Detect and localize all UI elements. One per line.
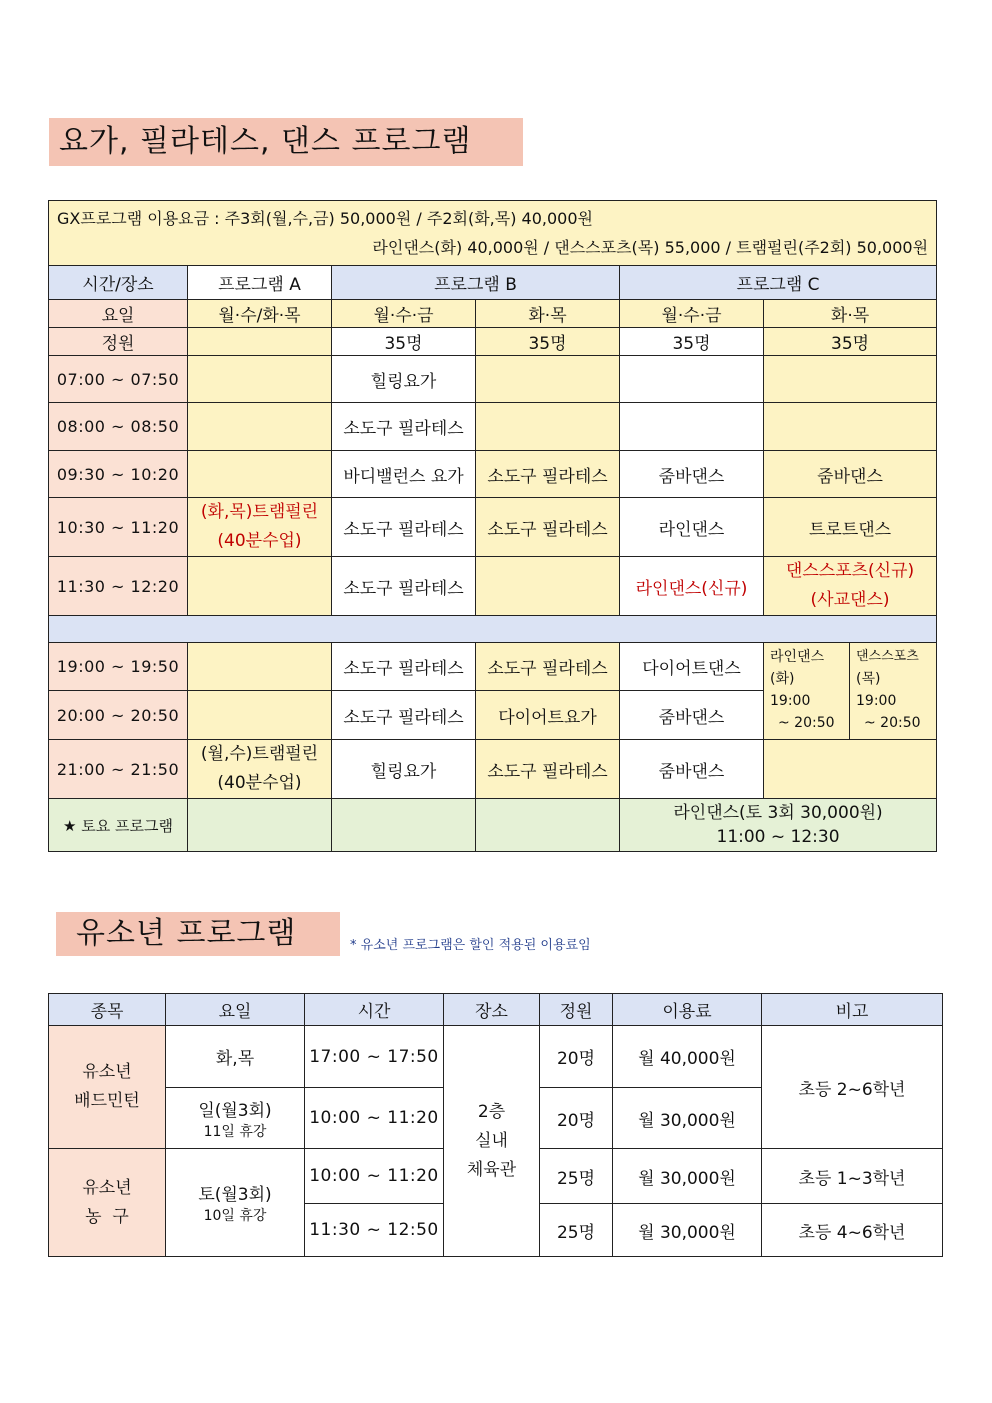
cell-1130-a bbox=[188, 557, 332, 616]
bd-time-1: 17:00 ~ 17:50 bbox=[305, 1026, 444, 1088]
cell-line-dance-tue bbox=[764, 643, 850, 740]
bk-note-2: 초등 4~6학년 bbox=[762, 1204, 943, 1257]
cell-2100-a bbox=[188, 740, 332, 799]
day-b-mwf: 월·수·금 bbox=[332, 300, 476, 328]
youth-header-capacity: 정원 bbox=[540, 994, 613, 1026]
cell-2100-b1: 힐링요가 bbox=[332, 740, 476, 799]
header-program-c: 프로그램 C bbox=[620, 266, 937, 300]
trampoline-mw-label: (월,수)트램펄린 bbox=[200, 744, 319, 764]
day-label: 요일 bbox=[49, 300, 188, 328]
section-title-gx: 요가, 필라테스, 댄스 프로그램 bbox=[49, 118, 523, 166]
line-dance-start: 19:00 bbox=[770, 693, 811, 709]
cell-2000-b2: 다이어트요가 bbox=[476, 691, 620, 740]
cell-2100-c2 bbox=[764, 740, 937, 799]
place-gym: 체육관 bbox=[466, 1159, 517, 1180]
cell-0930-c1: 줌바댄스 bbox=[620, 451, 764, 498]
cell-sat-b2 bbox=[476, 799, 620, 852]
header-program-b: 프로그램 B bbox=[332, 266, 620, 300]
youth-program-table bbox=[48, 993, 943, 1257]
day-a: 월·수/화·목 bbox=[188, 300, 332, 328]
sat-line-dance: 라인댄스(토 3회 30,000원) bbox=[673, 803, 883, 823]
day-c-mwf: 월·수·금 bbox=[620, 300, 764, 328]
cell-1900-a bbox=[188, 643, 332, 691]
badminton-label-2: 배드민턴 bbox=[74, 1091, 140, 1111]
cell-sat-b1 bbox=[332, 799, 476, 852]
youth-header-note: 비고 bbox=[762, 994, 943, 1026]
cell-1030-a bbox=[188, 498, 332, 557]
trampoline-mw-duration: (40분수업) bbox=[217, 773, 302, 793]
cell-2000-b1: 소도구 필라테스 bbox=[332, 691, 476, 740]
cell-0800-c1 bbox=[620, 403, 764, 451]
bk-note-1: 초등 1~3학년 bbox=[762, 1149, 943, 1204]
cell-1030-b1: 소도구 필라테스 bbox=[332, 498, 476, 557]
time-1130: 11:30 ~ 12:20 bbox=[49, 557, 188, 616]
badminton-label-1: 유소년 bbox=[82, 1062, 132, 1082]
cell-0700-c1 bbox=[620, 356, 764, 403]
bd-fee-2: 월 30,000원 bbox=[613, 1088, 762, 1149]
header-time-place: 시간/장소 bbox=[49, 266, 188, 300]
dance-sport-end: ~ 20:50 bbox=[864, 715, 921, 731]
cell-dance-sport-thu bbox=[850, 643, 937, 740]
trampoline-tt-duration: (40분수업) bbox=[217, 531, 302, 551]
bk-day-sub: 10일 휴강 bbox=[203, 1208, 267, 1224]
capacity-c1: 35명 bbox=[620, 328, 764, 356]
bd-day-2-sub: 11일 휴강 bbox=[203, 1123, 267, 1140]
cell-1900-b1: 소도구 필라테스 bbox=[332, 643, 476, 691]
cell-2000-a bbox=[188, 691, 332, 740]
dance-sport-new: 댄스스포츠(신규) bbox=[785, 561, 915, 581]
sat-line-dance-time: 11:00 ~ 12:30 bbox=[716, 827, 840, 847]
day-c-tt: 화·목 bbox=[764, 300, 937, 328]
cell-0800-b1: 소도구 필라테스 bbox=[332, 403, 476, 451]
youth-badminton bbox=[49, 1026, 166, 1149]
bk-fee-1: 월 30,000원 bbox=[613, 1149, 762, 1204]
time-0930: 09:30 ~ 10:20 bbox=[49, 451, 188, 498]
time-0700: 07:00 ~ 07:50 bbox=[49, 356, 188, 403]
youth-header-fee: 이용료 bbox=[613, 994, 762, 1026]
bk-fee-2: 월 30,000원 bbox=[613, 1204, 762, 1257]
capacity-label: 정원 bbox=[49, 328, 188, 356]
cell-2100-c1: 줌바댄스 bbox=[620, 740, 764, 799]
bk-day-label: 토(월3회) bbox=[198, 1185, 272, 1205]
cell-2100-b2: 소도구 필라테스 bbox=[476, 740, 620, 799]
cell-0700-c2 bbox=[764, 356, 937, 403]
time-0800: 08:00 ~ 08:50 bbox=[49, 403, 188, 451]
cell-0700-b2 bbox=[476, 356, 620, 403]
saturday-label: ★ 토요 프로그램 bbox=[49, 799, 188, 852]
place-floor: 2층 bbox=[477, 1101, 506, 1122]
cell-0800-c2 bbox=[764, 403, 937, 451]
bd-fee-1: 월 40,000원 bbox=[613, 1026, 762, 1088]
bk-time-1: 10:00 ~ 11:20 bbox=[305, 1149, 444, 1204]
cell-0930-a bbox=[188, 451, 332, 498]
capacity-b2: 35명 bbox=[476, 328, 620, 356]
gx-schedule-table bbox=[48, 200, 937, 852]
time-2100: 21:00 ~ 21:50 bbox=[49, 740, 188, 799]
bk-cap-2: 25명 bbox=[540, 1204, 613, 1257]
section-title-youth: 유소년 프로그램 bbox=[56, 912, 340, 956]
youth-header-time: 시간 bbox=[305, 994, 444, 1026]
basketball-label-2: 농 구 bbox=[85, 1206, 129, 1227]
bk-cap-1: 25명 bbox=[540, 1149, 613, 1204]
bk-day bbox=[166, 1149, 305, 1257]
bd-day-1: 화,목 bbox=[166, 1026, 305, 1088]
fee-info bbox=[49, 201, 937, 266]
dance-sport-day: (목) bbox=[856, 671, 881, 687]
cell-1030-c1: 라인댄스 bbox=[620, 498, 764, 557]
youth-place bbox=[444, 1026, 540, 1257]
dance-sport-label: 댄스스포츠 bbox=[856, 649, 919, 664]
youth-basketball bbox=[49, 1149, 166, 1257]
cell-0800-b2 bbox=[476, 403, 620, 451]
bd-day-2 bbox=[166, 1088, 305, 1149]
cell-1030-b2: 소도구 필라테스 bbox=[476, 498, 620, 557]
cell-0930-b2: 소도구 필라테스 bbox=[476, 451, 620, 498]
youth-header-place: 장소 bbox=[444, 994, 540, 1026]
line-dance-end: ~ 20:50 bbox=[778, 715, 835, 731]
fee-line-2: 라인댄스(화) 40,000원 / 댄스스포츠(목) 55,000 / 트램펄린(주2회) 50,000원 bbox=[372, 238, 929, 257]
cell-1130-b2 bbox=[476, 557, 620, 616]
cell-1900-c1: 다이어트댄스 bbox=[620, 643, 764, 691]
bd-time-2: 10:00 ~ 11:20 bbox=[305, 1088, 444, 1149]
header-program-a: 프로그램 A bbox=[188, 266, 332, 300]
cell-sat-c bbox=[620, 799, 937, 852]
youth-header-day: 요일 bbox=[166, 994, 305, 1026]
basketball-label-1: 유소년 bbox=[82, 1177, 132, 1198]
cell-1130-c1: 라인댄스(신규) bbox=[620, 557, 764, 616]
cell-1900-b2: 소도구 필라테스 bbox=[476, 643, 620, 691]
cell-0930-b1: 바디밸런스 요가 bbox=[332, 451, 476, 498]
cell-0700-a bbox=[188, 356, 332, 403]
cell-1030-c2: 트로트댄스 bbox=[764, 498, 937, 557]
capacity-b1: 35명 bbox=[332, 328, 476, 356]
cell-sat-a bbox=[188, 799, 332, 852]
capacity-a bbox=[188, 328, 332, 356]
bd-day-2-label: 일(월3회) bbox=[198, 1100, 272, 1121]
day-b-tt: 화·목 bbox=[476, 300, 620, 328]
cell-0930-c2: 줌바댄스 bbox=[764, 451, 937, 498]
trampoline-tt-label: (화,목)트램펄린 bbox=[200, 502, 319, 522]
bd-cap-2: 20명 bbox=[540, 1088, 613, 1149]
youth-fee-note: * 유소년 프로그램은 할인 적용된 이용료임 bbox=[350, 938, 591, 953]
line-dance-label: 라인댄스 bbox=[770, 649, 825, 665]
cell-2000-c1: 줌바댄스 bbox=[620, 691, 764, 740]
cell-0800-a bbox=[188, 403, 332, 451]
capacity-c2: 35명 bbox=[764, 328, 937, 356]
youth-header-sport: 종목 bbox=[49, 994, 166, 1026]
place-indoor: 실내 bbox=[475, 1130, 508, 1151]
bd-cap-1: 20명 bbox=[540, 1026, 613, 1088]
bd-note: 초등 2~6학년 bbox=[762, 1026, 943, 1149]
divider-row bbox=[49, 616, 937, 643]
bk-time-2: 11:30 ~ 12:50 bbox=[305, 1204, 444, 1257]
line-dance-day: (화) bbox=[770, 671, 795, 687]
cell-0700-b1: 힐링요가 bbox=[332, 356, 476, 403]
fee-line-1: GX프로그램 이용요금 : 주3회(월,수,금) 50,000원 / 주2회(화,목) 40,000원 bbox=[57, 209, 593, 228]
time-2000: 20:00 ~ 20:50 bbox=[49, 691, 188, 740]
time-1900: 19:00 ~ 19:50 bbox=[49, 643, 188, 691]
time-1030: 10:30 ~ 11:20 bbox=[49, 498, 188, 557]
cell-1130-b1: 소도구 필라테스 bbox=[332, 557, 476, 616]
social-dance: (사교댄스) bbox=[810, 590, 890, 610]
dance-sport-start: 19:00 bbox=[856, 693, 897, 709]
cell-1130-c2 bbox=[764, 557, 937, 616]
